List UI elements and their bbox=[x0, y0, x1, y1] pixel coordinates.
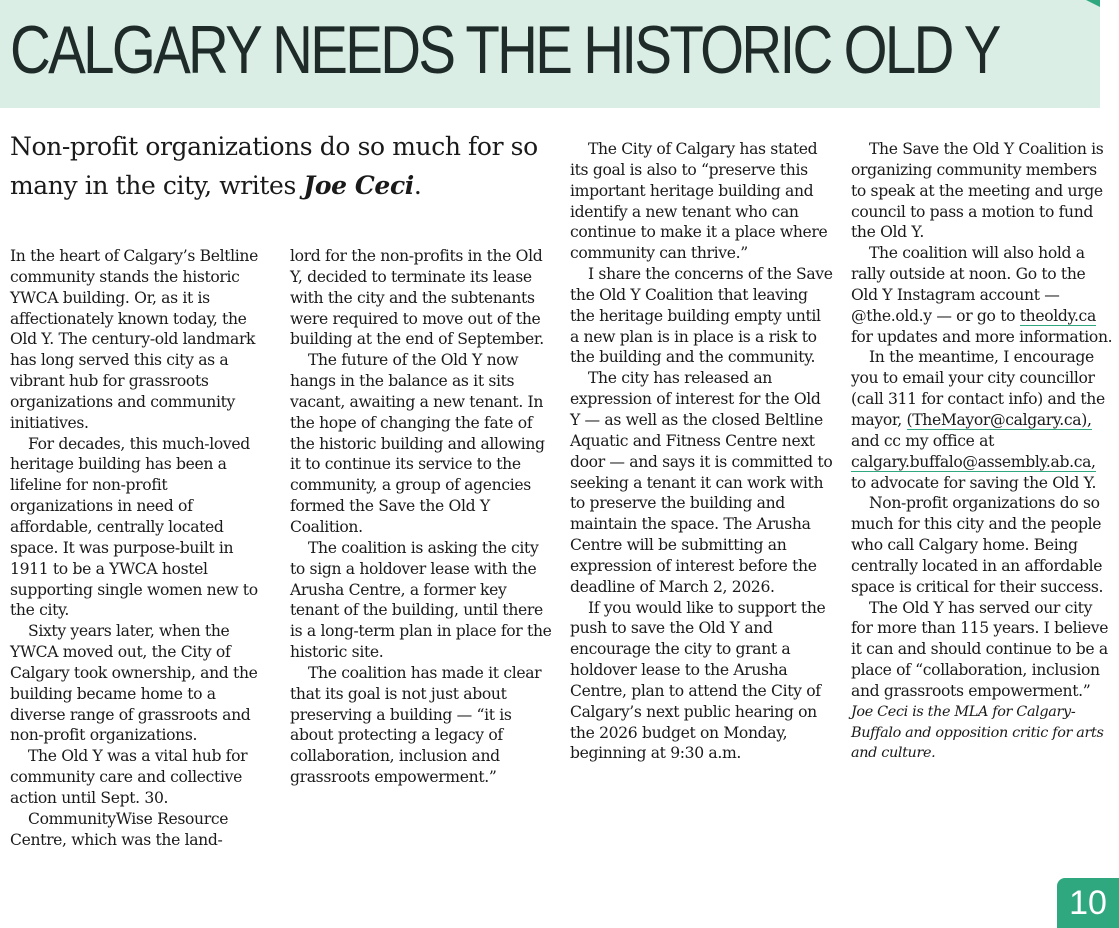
paragraph: The Old Y has served our city for more than 115 years. I believe it can and should continue to be a place of “collaboration, inclusion and grassroots empowerment.” bbox=[851, 598, 1109, 700]
paragraph-text: for updates and more information. bbox=[851, 327, 1113, 346]
paragraph: Non-profit organizations do so much for this city and the people who call Calgary home. Being centrally located in an affordable space is critical for their success. bbox=[851, 494, 1104, 596]
article-column-3 bbox=[570, 139, 834, 764]
paragraph: The coalition is asking the city to sign a holdover lease with the Arusha Centre, a former key tenant of the building, until there is a long-term plan in place for the historic site. bbox=[290, 538, 552, 662]
deck-author: Joe Ceci bbox=[303, 171, 414, 200]
corner-accent bbox=[1086, 0, 1100, 7]
website-link[interactable]: theoldy.ca bbox=[1019, 306, 1096, 325]
paragraph: Sixty years later, when the YWCA moved out, the City of Calgary took ownership, and the building became home to a diverse range of grassroots and non-profit organizations. bbox=[10, 622, 258, 745]
paragraph-text: The coalition will also hold a rally outside at noon. Go to the Old Y Instagram account — @the.old.y — or go to bbox=[851, 244, 1086, 325]
paragraph: The Save the Old Y Coalition is organizing community members to speak at the meeting and urge council to pass a motion to fund the Old Y. bbox=[851, 140, 1104, 242]
paragraph: For decades, this much-loved heritage building has been a lifeline for non-profit organizations in need of affordable, centrally located space. It was purpose-built in 1911 to be a YWCA hostel supporting single women new to the city. bbox=[10, 434, 258, 620]
headline: CALGARY NEEDS THE HISTORIC OLD Y bbox=[10, 12, 999, 88]
paragraph: The City of Calgary has stated its goal is also to “preserve this important heritage building and identify a new tenant who can continue to make it a place where community can thrive.” bbox=[570, 140, 828, 263]
article-column-4 bbox=[851, 139, 1113, 764]
paragraph: CommunityWise Resource Centre, which was the land- bbox=[10, 809, 229, 849]
deck-text: Non-profit organizations do so much for so many in the city, writes bbox=[10, 132, 538, 200]
article-column-2 bbox=[290, 246, 552, 788]
paragraph: If you would like to support the push to save the Old Y and encourage the city to grant a holdover lease to the Arusha Centre, plan to attend the City of Calgary’s next public hearing on the 2026 budget on Monday, beginning at 9:30 a.m. bbox=[570, 598, 826, 763]
paragraph bbox=[851, 347, 1113, 493]
paragraph-text: to advocate for saving the Old Y. bbox=[851, 473, 1097, 492]
article-column-1 bbox=[10, 246, 272, 850]
paragraph: The coalition has made it clear that its goal is not just about preserving a building — “it is about protecting a legacy of collaboration, inclusion and grassroots empowerment.” bbox=[290, 663, 542, 787]
paragraph: The future of the Old Y now hangs in the balance as it sits vacant, awaiting a new tenant. In the hope of changing the fate of the historic building and allowing it to continue its service to the community, a group of agencies formed the Save the Old Y Coalition. bbox=[290, 351, 545, 536]
paragraph: lord for the non-profits in the Old Y, decided to terminate its lease with the city and the subtenants were required to move out of the building at the end of September. bbox=[290, 247, 544, 349]
paragraph: The Old Y was a vital hub for community care and collective action until Sept. 30. bbox=[10, 747, 248, 807]
mayor-email-link[interactable]: (TheMayor@calgary.ca), bbox=[906, 410, 1092, 429]
office-email-link[interactable]: calgary.buffalo@assembly.ab.ca, bbox=[851, 452, 1096, 471]
paragraph bbox=[851, 243, 1113, 347]
deck-subheadline bbox=[10, 127, 562, 205]
page-number-badge: 10 bbox=[1057, 878, 1119, 928]
paragraph-text: In the meantime, I encourage you to email your city councillor (call 311 for contact info) and the mayor, bbox=[851, 348, 1105, 429]
deck-end: . bbox=[413, 171, 422, 200]
paragraph: In the heart of Calgary’s Beltline community stands the historic YWCA building. Or, as it is affectionately known today, the Old Y. The century-old landmark has long served this city as a vibrant hub for grassroots organizations and community initiatives. bbox=[10, 247, 258, 432]
author-bio: Joe Ceci is the MLA for Calgary-Buffalo and opposition critic for arts and culture. bbox=[851, 703, 1104, 762]
paragraph: I share the concerns of the Save the Old Y Coalition that leaving the heritage building empty until a new plan is in place is a risk to the building and the community. bbox=[570, 265, 833, 367]
paragraph-text: and cc my office at bbox=[851, 431, 995, 450]
paragraph: The city has released an expression of interest for the Old Y — as well as the closed Beltline Aquatic and Fitness Centre next door — and says it is committed to seeking a tenant it can work with to preserve the building and maintain the space. The Arusha Centre will be submitting an expression of interest before the deadline of March 2, 2026. bbox=[570, 369, 833, 596]
